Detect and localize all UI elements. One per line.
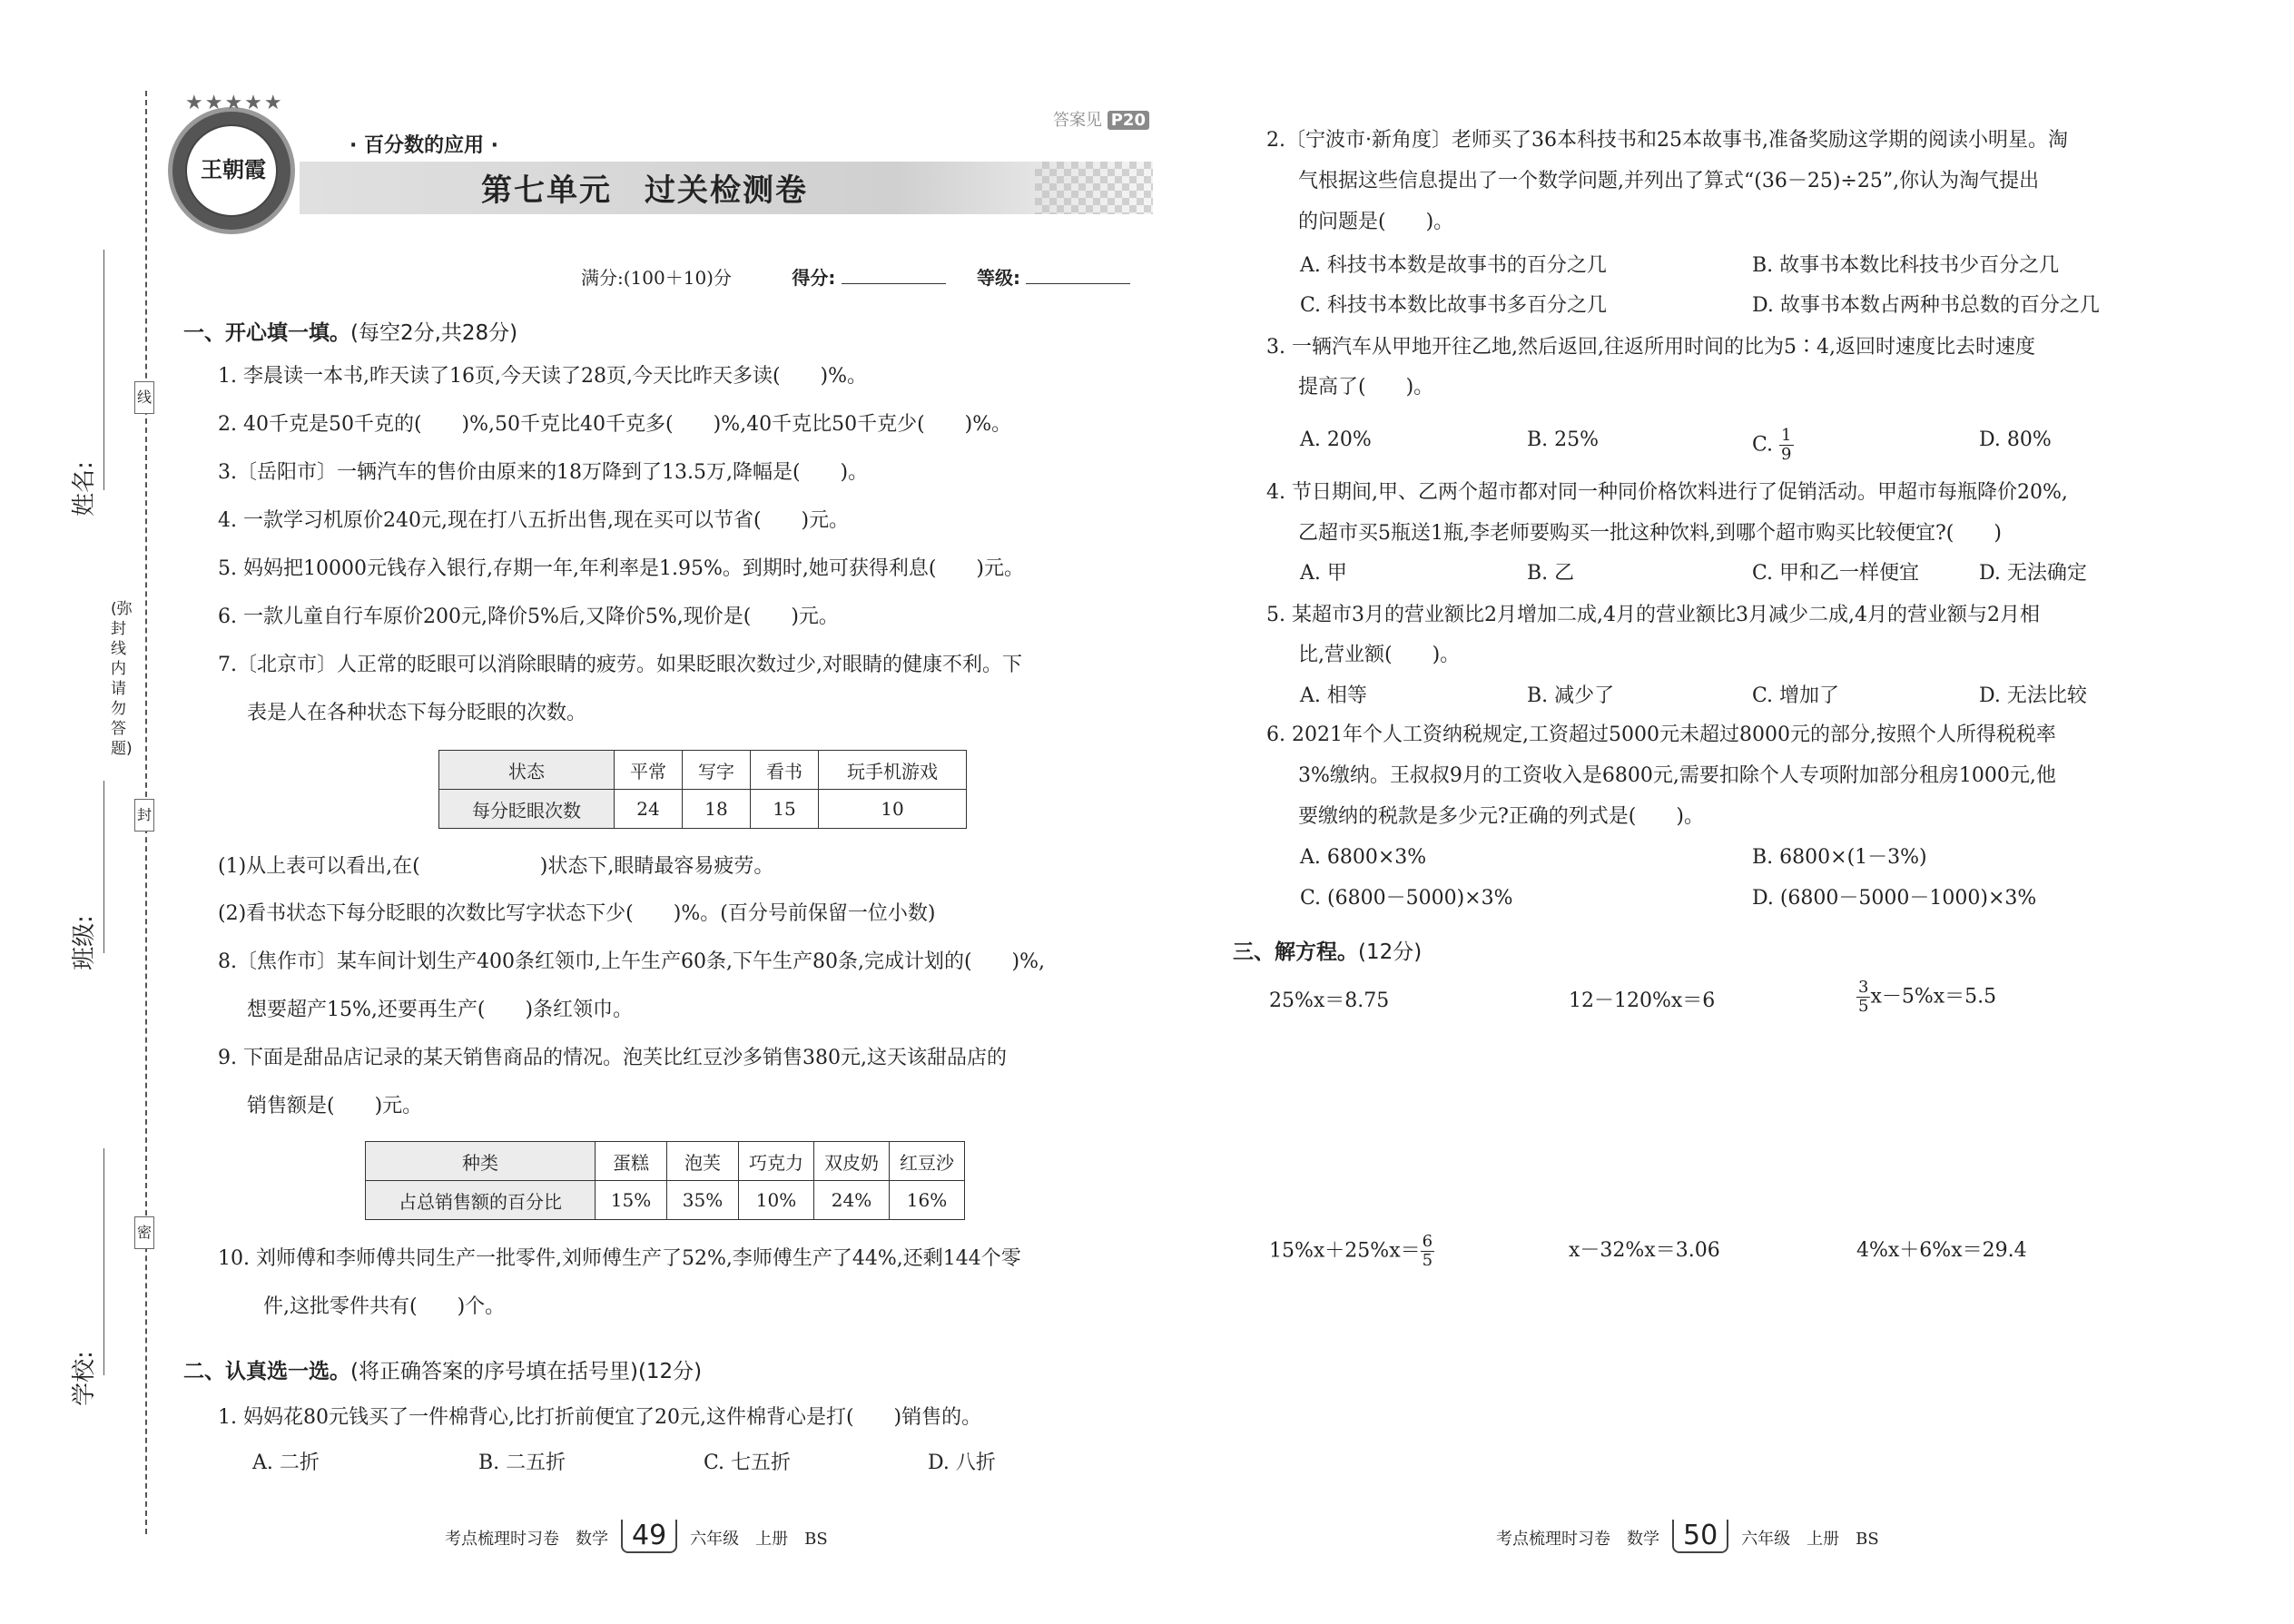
section3-heading: 三、解方程。 xyxy=(1233,940,1358,964)
s2-q4-opt-d: D. 无法确定 xyxy=(1979,562,2087,585)
sales-th-puff: 泡芙 xyxy=(667,1142,739,1181)
equation-6: 4%x＋6%x＝29.4 xyxy=(1856,1239,2027,1262)
s2-q3-opt-c xyxy=(1752,427,1794,464)
sales-cell: 35% xyxy=(667,1181,739,1220)
footer-left xyxy=(445,1520,828,1553)
s1-q4: 4. 一款学习机原价240元,现在打八五折出售,现在买可以节省( )元。 xyxy=(218,509,850,532)
name-underline xyxy=(103,250,104,490)
s2-q2-line2: 气根据这些信息提出了一个数学问题,并列出了算式“(36－25)÷25”,你认为淘气提出 xyxy=(1298,170,2040,192)
s2-q1-opt-a: A. 二折 xyxy=(252,1452,320,1474)
logo-stars: ★★★★★ xyxy=(185,92,284,114)
class-label: 班级: xyxy=(70,915,98,970)
eq4-frac xyxy=(1421,1233,1434,1270)
eq4-frac-num: 6 xyxy=(1422,1232,1433,1251)
blink-th-write: 写字 xyxy=(683,751,751,790)
sales-cell: 10% xyxy=(739,1181,814,1220)
s1-q2: 2. 40千克是50千克的( )%,50千克比40千克多( )%,40千克比50千克少( )%。 xyxy=(218,413,1012,436)
s2-q3-opt-c-label: C. xyxy=(1752,433,1774,457)
s2-q3-opt-d: D. 80% xyxy=(1979,428,2052,451)
school-label: 学校: xyxy=(70,1351,98,1406)
s2-q4-opt-c: C. 甲和乙一样便宜 xyxy=(1752,562,1920,585)
score-label: 得分: xyxy=(792,267,836,289)
blink-cell: 18 xyxy=(683,790,751,829)
eq3-frac-num: 3 xyxy=(1858,978,1869,997)
sales-th-kind: 种类 xyxy=(366,1142,596,1181)
blink-table-header xyxy=(439,751,967,790)
sales-th-cake: 蛋糕 xyxy=(596,1142,667,1181)
s2-q5-opt-a: A. 相等 xyxy=(1300,684,1367,707)
equation-3 xyxy=(1856,979,1996,1016)
s2-q2-line1: 2.〔宁波市·新角度〕老师买了36本科技书和25本故事书,准备奖励这学期的阅读小明星。淘 xyxy=(1266,129,2068,152)
s2-q4-opt-b: B. 乙 xyxy=(1527,562,1575,585)
s1-q1: 1. 李晨读一本书,昨天读了16页,今天读了28页,今天比昨天多读( )%。 xyxy=(218,365,868,388)
section2-note: (将正确答案的序号填在括号里)(12分) xyxy=(350,1360,703,1383)
eq4-frac-den: 5 xyxy=(1422,1251,1433,1270)
section1-heading: 一、开心填一填。 xyxy=(183,321,350,345)
s1-q10-line2: 件,这批零件共有( )个。 xyxy=(263,1295,506,1318)
s2-q3-frac xyxy=(1779,427,1793,464)
s2-q1-opt-d: D. 八折 xyxy=(928,1452,996,1474)
blink-th-state: 状态 xyxy=(439,751,615,790)
s1-q3: 3.〔岳阳市〕一辆汽车的售价由原来的18万降到了13.5万,降幅是( )。 xyxy=(218,461,869,484)
sales-th-choc: 巧克力 xyxy=(739,1142,814,1181)
seal-tag-seal: 封 xyxy=(134,799,154,832)
s1-q10-line1: 10. 刘师傅和李师傅共同生产一批零件,刘师傅生产了52%,李师傅生产了44%,还剩144个零 xyxy=(218,1247,1021,1270)
s2-q2-line3: 的问题是( )。 xyxy=(1298,211,1454,233)
s1-q7-line2: 表是人在各种状态下每分眨眼的次数。 xyxy=(247,702,587,724)
s2-q3-opt-b: B. 25% xyxy=(1527,428,1600,451)
section2-title xyxy=(183,1354,702,1384)
score-line xyxy=(581,263,1130,290)
blink-th-game: 玩手机游戏 xyxy=(819,751,967,790)
blink-cell: 24 xyxy=(615,790,683,829)
s2-q5-opt-d: D. 无法比较 xyxy=(1979,684,2087,707)
s1-q8-line1: 8.〔焦作市〕某车间计划生产400条红领巾,上午生产60条,下午生产80条,完成计划的( )%, xyxy=(218,950,1046,973)
s1-q5: 5. 妈妈把10000元钱存入银行,存期一年,年利率是1.95%。到期时,她可获得利息( )元。 xyxy=(218,557,1025,580)
s2-q3-line2: 提高了( )。 xyxy=(1298,376,1434,399)
seal-tag-secret: 密 xyxy=(134,1216,154,1249)
sales-cell: 24% xyxy=(814,1181,890,1220)
page-number-right: 50 xyxy=(1672,1520,1728,1553)
section2-heading: 二、认真选一选。 xyxy=(183,1360,350,1383)
s2-q3-line1: 3. 一辆汽车从甲地开往乙地,然后返回,往返所用时间的比为5∶4,返回时速度比去时速度 xyxy=(1266,336,2035,359)
eq4-text: 15%x＋25%x＝ xyxy=(1269,1239,1421,1263)
logo-badge xyxy=(168,92,295,234)
page-number-left: 49 xyxy=(621,1520,677,1553)
s1-q8-line2: 想要超产15%,还要再生产( )条红领巾。 xyxy=(247,999,634,1021)
grade-label: 等级: xyxy=(977,267,1021,289)
s2-q6-line2: 3%缴纳。王叔叔9月的工资收入是6800元,需要扣除个人专项附加部分租房1000元,他 xyxy=(1298,764,2056,787)
footer-right-prefix: 考点梳理时习卷 数学 xyxy=(1496,1530,1659,1549)
blink-table-row xyxy=(439,790,967,829)
sales-table-header xyxy=(366,1142,965,1181)
s2-q5-line2: 比,营业额( )。 xyxy=(1298,644,1461,666)
sales-table-row xyxy=(366,1181,965,1220)
grade-blank[interactable] xyxy=(1026,283,1130,284)
section3-note: (12分) xyxy=(1358,940,1423,964)
s2-q2-opt-b: B. 故事书本数比科技书少百分之几 xyxy=(1752,254,2060,277)
seal-tag-line: 线 xyxy=(134,381,154,414)
s2-q1-opt-b: B. 二五折 xyxy=(478,1452,566,1474)
page-subtitle: · 百分数的应用 · xyxy=(350,134,499,157)
equation-4 xyxy=(1269,1233,1434,1270)
s2-q5-opt-b: B. 减少了 xyxy=(1527,684,1615,707)
s1-q7-line1: 7.〔北京市〕人正常的眨眼可以消除眼睛的疲劳。如果眨眼次数过少,对眼睛的健康不利。下 xyxy=(218,654,1022,676)
s1-q9-line1: 9. 下面是甜品店记录的某天销售商品的情况。泡芙比红豆沙多销售380元,这天该甜品店的 xyxy=(218,1047,1007,1069)
s2-q4-line1: 4. 节日期间,甲、乙两个超市都对同一种同价格饮料进行了促销活动。甲超市每瓶降价20%, xyxy=(1266,481,2068,504)
s2-q6-opt-c: C. (6800－5000)×3% xyxy=(1300,887,1513,910)
name-label: 姓名: xyxy=(70,461,98,517)
sales-th-milk: 双皮奶 xyxy=(814,1142,890,1181)
class-underline xyxy=(103,781,104,953)
s2-q3-frac-den: 9 xyxy=(1781,445,1792,464)
blink-cell: 15 xyxy=(751,790,819,829)
sales-table xyxy=(365,1141,965,1220)
blink-cell: 10 xyxy=(819,790,967,829)
equation-2: 12－120%x＝6 xyxy=(1569,989,1716,1012)
full-score: 满分:(100＋10)分 xyxy=(581,267,732,289)
page-title: 第七单元 过关检测卷 xyxy=(481,172,808,209)
blink-th-read: 看书 xyxy=(751,751,819,790)
school-underline xyxy=(103,1148,104,1375)
s2-q2-opt-c: C. 科技书本数比故事书多百分之几 xyxy=(1300,294,1608,317)
s2-q5-line1: 5. 某超市3月的营业额比2月增加二成,4月的营业额比3月减少二成,4月的营业额与2月相 xyxy=(1266,604,2040,626)
eq3-frac xyxy=(1856,979,1870,1016)
seal-note: (弥封线内请勿答题) xyxy=(111,600,133,758)
s2-q6-line1: 6. 2021年个人工资纳税规定,工资超过5000元未超过8000元的部分,按照个人所得税税率 xyxy=(1266,723,2056,746)
footer-right xyxy=(1496,1520,1879,1553)
logo-text: 王朝霞 xyxy=(201,156,266,182)
s2-q1-opt-c: C. 七五折 xyxy=(704,1452,792,1474)
section1-note: (每空2分,共28分) xyxy=(350,321,518,345)
s2-q6-line3: 要缴纳的税款是多少元?正确的列式是( )。 xyxy=(1298,805,1704,828)
answer-ref xyxy=(1053,107,1149,131)
blink-th-normal: 平常 xyxy=(615,751,683,790)
equation-5: x－32%x＝3.06 xyxy=(1569,1239,1720,1262)
eq3-frac-den: 5 xyxy=(1858,997,1869,1016)
s2-q6-opt-d: D. (6800－5000－1000)×3% xyxy=(1752,887,2037,910)
blink-table xyxy=(438,750,967,829)
s2-q2-opt-d: D. 故事书本数占两种书总数的百分之几 xyxy=(1752,294,2100,317)
sales-row-label: 占总销售额的百分比 xyxy=(366,1181,596,1220)
eq3-text: x－5%x＝5.5 xyxy=(1870,985,1997,1009)
footer-right-suffix: 六年级 上册 BS xyxy=(1741,1530,1879,1549)
s2-q5-opt-c: C. 增加了 xyxy=(1752,684,1840,707)
footer-left-suffix: 六年级 上册 BS xyxy=(690,1530,828,1549)
s1-q6: 6. 一款儿童自行车原价200元,降价5%后,又降价5%,现价是( )元。 xyxy=(218,605,839,628)
s1-q7-1: (1)从上表可以看出,在( )状态下,眼睛最容易疲劳。 xyxy=(218,855,774,878)
s2-q3-frac-num: 1 xyxy=(1781,426,1792,445)
sales-cell: 16% xyxy=(890,1181,965,1220)
s2-q4-opt-a: A. 甲 xyxy=(1300,562,1347,585)
sales-th-bean: 红豆沙 xyxy=(890,1142,965,1181)
s2-q6-opt-b: B. 6800×(1－3%) xyxy=(1752,846,1927,869)
score-blank[interactable] xyxy=(842,283,946,284)
s1-q7-2: (2)看书状态下每分眨眼的次数比写字状态下少( )%。(百分号前保留一位小数) xyxy=(218,902,936,925)
section1-title xyxy=(183,316,517,346)
s2-q3-opt-a: A. 20% xyxy=(1300,428,1372,451)
s2-q4-line2: 乙超市买5瓶送1瓶,李老师要购买一批这种饮料,到哪个超市购买比较便宜?( ) xyxy=(1298,522,2002,545)
answer-ref-page: P20 xyxy=(1108,111,1149,130)
section3-title xyxy=(1233,935,1422,965)
s2-q1: 1. 妈妈花80元钱买了一件棉背心,比打折前便宜了20元,这件棉背心是打( )销售的。 xyxy=(218,1406,982,1429)
s1-q9-line2: 销售额是( )元。 xyxy=(247,1095,423,1117)
logo-inner xyxy=(185,124,278,217)
answer-ref-label: 答案见 xyxy=(1053,111,1102,130)
blink-row-label: 每分眨眼次数 xyxy=(439,790,615,829)
s2-q6-opt-a: A. 6800×3% xyxy=(1300,846,1427,869)
equation-1: 25%x＝8.75 xyxy=(1269,989,1390,1012)
sales-cell: 15% xyxy=(596,1181,667,1220)
footer-left-prefix: 考点梳理时习卷 数学 xyxy=(445,1530,608,1549)
s2-q2-opt-a: A. 科技书本数是故事书的百分之几 xyxy=(1300,254,1607,277)
banner-checker xyxy=(1035,162,1153,214)
